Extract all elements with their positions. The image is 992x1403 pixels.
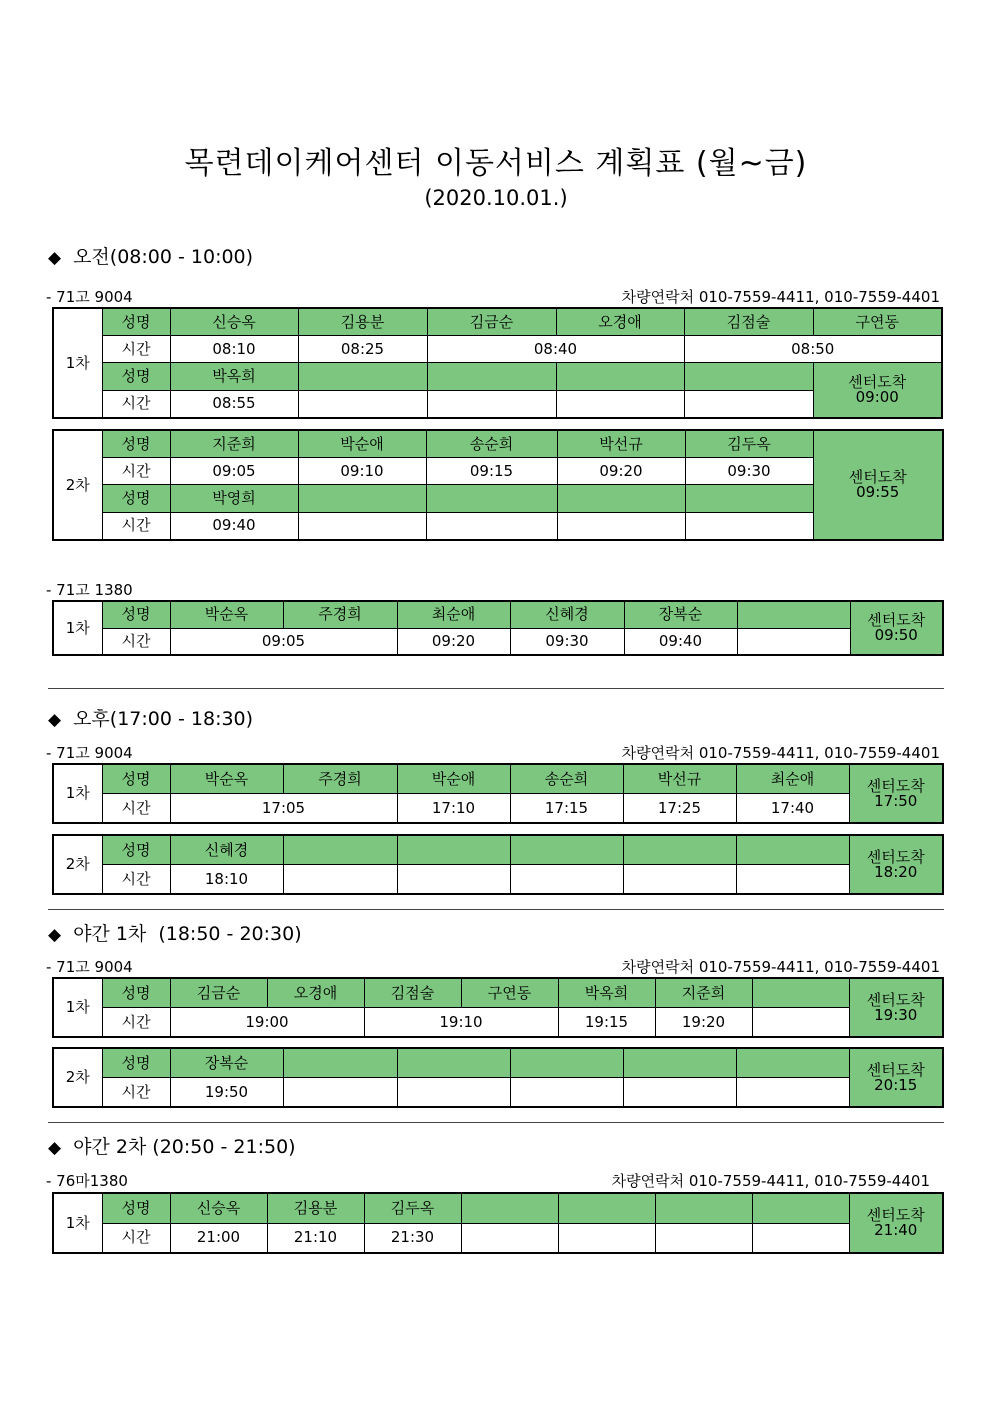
name-header: 성명 <box>102 430 170 458</box>
arrival-cell <box>849 764 943 823</box>
passenger-name: 박옥희 <box>170 363 298 390</box>
passenger-name: 주경희 <box>283 601 397 628</box>
empty-cell <box>397 1078 510 1108</box>
pickup-time: 09:15 <box>426 458 557 485</box>
arrival-label: 센터도착 <box>866 776 925 795</box>
passenger-name: 김금순 <box>427 308 556 336</box>
passenger-name: 지준희 <box>655 978 752 1008</box>
time-header: 시간 <box>102 794 170 824</box>
empty-cell <box>298 512 426 540</box>
morning-round2-table <box>52 429 944 541</box>
empty-cell <box>737 601 850 628</box>
arrival-label: 센터도착 <box>848 468 907 486</box>
passenger-name: 박순옥 <box>170 601 283 628</box>
passenger-name: 주경희 <box>283 764 397 794</box>
passenger-name: 김점술 <box>364 978 461 1008</box>
passenger-name: 신승옥 <box>170 308 298 336</box>
divider <box>48 1122 944 1123</box>
passenger-name: 김금순 <box>170 978 267 1008</box>
morning-round1-table <box>52 307 943 419</box>
name-header: 성명 <box>102 363 170 390</box>
arrival-label: 센터도착 <box>866 847 925 866</box>
empty-cell <box>461 1223 558 1253</box>
time-header: 시간 <box>102 1078 170 1108</box>
passenger-name: 구연동 <box>461 978 558 1008</box>
vehicle-contact: 차량연락처 010-7559-4411, 010-7559-4401 <box>611 1172 930 1190</box>
empty-cell <box>737 628 850 655</box>
pickup-time: 09:10 <box>298 458 426 485</box>
name-header: 성명 <box>102 601 170 628</box>
pickup-time: 08:50 <box>684 336 942 363</box>
afternoon-round1-table <box>52 763 944 824</box>
time-header: 시간 <box>102 865 170 895</box>
pickup-time: 08:55 <box>170 390 298 418</box>
passenger-name: 김용분 <box>298 308 427 336</box>
passenger-name: 오경애 <box>267 978 364 1008</box>
pickup-time: 18:10 <box>170 865 283 895</box>
round-label: 1차 <box>53 764 102 823</box>
vehicle-label: - 71고 9004 <box>46 744 133 762</box>
morning-1380-table <box>52 600 944 656</box>
arrival-time: 09:50 <box>874 626 918 644</box>
passenger-name: 박순애 <box>397 764 510 794</box>
empty-cell <box>283 865 397 895</box>
section-night1-label: 야간 1차 (18:50 - 20:30) <box>73 923 302 945</box>
empty-cell <box>558 1193 655 1223</box>
arrival-cell <box>850 601 943 655</box>
pickup-time: 09:05 <box>170 458 298 485</box>
pickup-time: 09:30 <box>510 628 624 655</box>
vehicle-label: - 71고 1380 <box>46 581 133 599</box>
vehicle-label: - 71고 9004 <box>46 958 133 976</box>
empty-cell <box>283 1048 397 1078</box>
pickup-time: 17:10 <box>397 794 510 824</box>
empty-cell <box>557 485 685 512</box>
passenger-name: 송순희 <box>426 430 557 458</box>
pickup-time: 19:10 <box>364 1008 558 1038</box>
arrival-label: 센터도착 <box>867 611 926 629</box>
diamond-icon: ◆ <box>48 925 62 945</box>
passenger-name: 장복순 <box>624 601 737 628</box>
time-header: 시간 <box>102 1008 170 1038</box>
empty-cell <box>461 1193 558 1223</box>
pickup-time: 19:50 <box>170 1078 283 1108</box>
pickup-time: 21:30 <box>364 1223 461 1253</box>
pickup-time: 09:20 <box>557 458 685 485</box>
empty-cell <box>298 485 426 512</box>
arrival-time: 09:00 <box>855 388 899 407</box>
empty-cell <box>736 865 849 895</box>
passenger-name: 신승옥 <box>170 1193 267 1223</box>
arrival-cell <box>849 1193 943 1253</box>
pickup-time: 19:20 <box>655 1008 752 1038</box>
passenger-name: 박순애 <box>298 430 426 458</box>
section-afternoon-heading <box>48 704 253 731</box>
arrival-time: 21:40 <box>874 1221 918 1239</box>
section-morning-heading <box>48 242 253 269</box>
pickup-time: 21:00 <box>170 1223 267 1253</box>
passenger-name: 김두옥 <box>364 1193 461 1223</box>
time-header: 시간 <box>102 336 170 363</box>
empty-cell <box>558 1223 655 1253</box>
arrival-time: 20:15 <box>874 1075 918 1094</box>
empty-cell <box>736 1078 849 1108</box>
name-header: 성명 <box>102 835 170 865</box>
empty-cell <box>752 1223 849 1253</box>
arrival-time: 09:55 <box>856 483 900 501</box>
empty-cell <box>684 390 813 418</box>
passenger-name: 신혜경 <box>170 835 283 865</box>
empty-cell <box>510 835 623 865</box>
passenger-name: 김용분 <box>267 1193 364 1223</box>
name-header: 성명 <box>102 764 170 794</box>
passenger-name: 장복순 <box>170 1048 283 1078</box>
name-header: 성명 <box>102 1048 170 1078</box>
passenger-name: 최순애 <box>736 764 849 794</box>
diamond-icon: ◆ <box>48 1138 62 1158</box>
diamond-icon: ◆ <box>48 248 62 268</box>
empty-cell <box>298 363 427 390</box>
round-label: 1차 <box>53 308 102 418</box>
arrival-label: 센터도착 <box>848 373 907 392</box>
passenger-name: 박옥희 <box>558 978 655 1008</box>
empty-cell <box>752 1193 849 1223</box>
pickup-time: 08:25 <box>298 336 427 363</box>
time-header: 시간 <box>102 390 170 418</box>
empty-cell <box>426 512 557 540</box>
empty-cell <box>397 865 510 895</box>
empty-cell <box>556 390 684 418</box>
passenger-name: 지준희 <box>170 430 298 458</box>
empty-cell <box>623 1078 736 1108</box>
arrival-time: 17:50 <box>874 791 918 810</box>
arrival-cell <box>849 1048 943 1107</box>
arrival-time: 18:20 <box>874 862 918 881</box>
empty-cell <box>510 865 623 895</box>
pickup-time: 08:40 <box>427 336 684 363</box>
empty-cell <box>397 1048 510 1078</box>
divider <box>48 909 944 910</box>
pickup-time: 19:00 <box>170 1008 364 1038</box>
passenger-name: 오경애 <box>556 308 684 336</box>
vehicle-contact: 차량연락처 010-7559-4411, 010-7559-4401 <box>621 744 940 762</box>
empty-cell <box>655 1223 752 1253</box>
vehicle-label: - 76마1380 <box>46 1172 128 1190</box>
name-header: 성명 <box>102 308 170 336</box>
round-label: 2차 <box>53 1048 102 1107</box>
empty-cell <box>427 363 556 390</box>
arrival-cell <box>813 430 943 540</box>
empty-cell <box>655 1193 752 1223</box>
section-night2-heading <box>48 1132 296 1159</box>
empty-cell <box>427 390 556 418</box>
section-night2-label: 야간 2차 (20:50 - 21:50) <box>73 1136 296 1158</box>
pickup-time: 21:10 <box>267 1223 364 1253</box>
passenger-name: 박순옥 <box>170 764 283 794</box>
arrival-cell <box>813 363 942 418</box>
night2-round1-table <box>52 1192 944 1254</box>
empty-cell <box>510 1078 623 1108</box>
round-label: 1차 <box>53 601 102 655</box>
empty-cell <box>752 1008 849 1038</box>
empty-cell <box>283 835 397 865</box>
name-header: 성명 <box>102 978 170 1008</box>
passenger-name: 김점술 <box>684 308 813 336</box>
empty-cell <box>736 1048 849 1078</box>
empty-cell <box>752 978 849 1008</box>
night1-round1-table <box>52 977 944 1038</box>
pickup-time: 09:20 <box>397 628 510 655</box>
arrival-cell <box>849 978 943 1037</box>
passenger-name: 박선규 <box>623 764 736 794</box>
empty-cell <box>736 835 849 865</box>
time-header: 시간 <box>102 1223 170 1253</box>
empty-cell <box>685 512 813 540</box>
round-label: 2차 <box>53 835 102 894</box>
passenger-name: 송순희 <box>510 764 623 794</box>
vehicle-contact: 차량연락처 010-7559-4411, 010-7559-4401 <box>621 958 940 976</box>
time-header: 시간 <box>102 628 170 655</box>
page-date: (2020.10.01.) <box>424 186 568 210</box>
passenger-name: 구연동 <box>813 308 942 336</box>
round-label: 2차 <box>53 430 102 540</box>
empty-cell <box>685 485 813 512</box>
round-label: 1차 <box>53 1193 102 1253</box>
empty-cell <box>623 835 736 865</box>
pickup-time: 17:15 <box>510 794 623 824</box>
time-header: 시간 <box>102 458 170 485</box>
arrival-label: 센터도착 <box>866 990 925 1009</box>
arrival-time: 19:30 <box>874 1005 918 1024</box>
section-morning-label: 오전(08:00 - 10:00) <box>73 246 254 268</box>
name-header: 성명 <box>102 1193 170 1223</box>
arrival-cell <box>849 835 943 894</box>
pickup-time: 09:05 <box>170 628 397 655</box>
empty-cell <box>557 512 685 540</box>
passenger-name: 박영희 <box>170 485 298 512</box>
pickup-time: 08:10 <box>170 336 298 363</box>
empty-cell <box>556 363 684 390</box>
divider <box>48 688 944 689</box>
passenger-name: 신혜경 <box>510 601 624 628</box>
empty-cell <box>283 1078 397 1108</box>
passenger-name: 박선규 <box>557 430 685 458</box>
empty-cell <box>298 390 427 418</box>
empty-cell <box>510 1048 623 1078</box>
pickup-time: 09:30 <box>685 458 813 485</box>
arrival-label: 센터도착 <box>866 1060 925 1079</box>
vehicle-label: - 71고 9004 <box>46 288 133 306</box>
passenger-name: 최순애 <box>397 601 510 628</box>
vehicle-contact: 차량연락처 010-7559-4411, 010-7559-4401 <box>621 288 940 306</box>
name-header: 성명 <box>102 485 170 512</box>
empty-cell <box>684 363 813 390</box>
pickup-time: 19:15 <box>558 1008 655 1038</box>
afternoon-round2-table <box>52 834 944 895</box>
pickup-time: 17:05 <box>170 794 397 824</box>
pickup-time: 09:40 <box>170 512 298 540</box>
empty-cell <box>623 1048 736 1078</box>
time-header: 시간 <box>102 512 170 540</box>
passenger-name: 김두옥 <box>685 430 813 458</box>
empty-cell <box>426 485 557 512</box>
pickup-time: 17:40 <box>736 794 849 824</box>
empty-cell <box>623 865 736 895</box>
round-label: 1차 <box>53 978 102 1037</box>
section-night1-heading <box>48 919 302 946</box>
page-title: 목련데이케어센터 이동서비스 계획표 (월~금) <box>184 146 808 181</box>
section-afternoon-label: 오후(17:00 - 18:30) <box>73 708 254 730</box>
diamond-icon: ◆ <box>48 710 62 730</box>
empty-cell <box>397 835 510 865</box>
arrival-label: 센터도착 <box>866 1206 925 1224</box>
pickup-time: 17:25 <box>623 794 736 824</box>
night1-round2-table <box>52 1047 944 1108</box>
pickup-time: 09:40 <box>624 628 737 655</box>
